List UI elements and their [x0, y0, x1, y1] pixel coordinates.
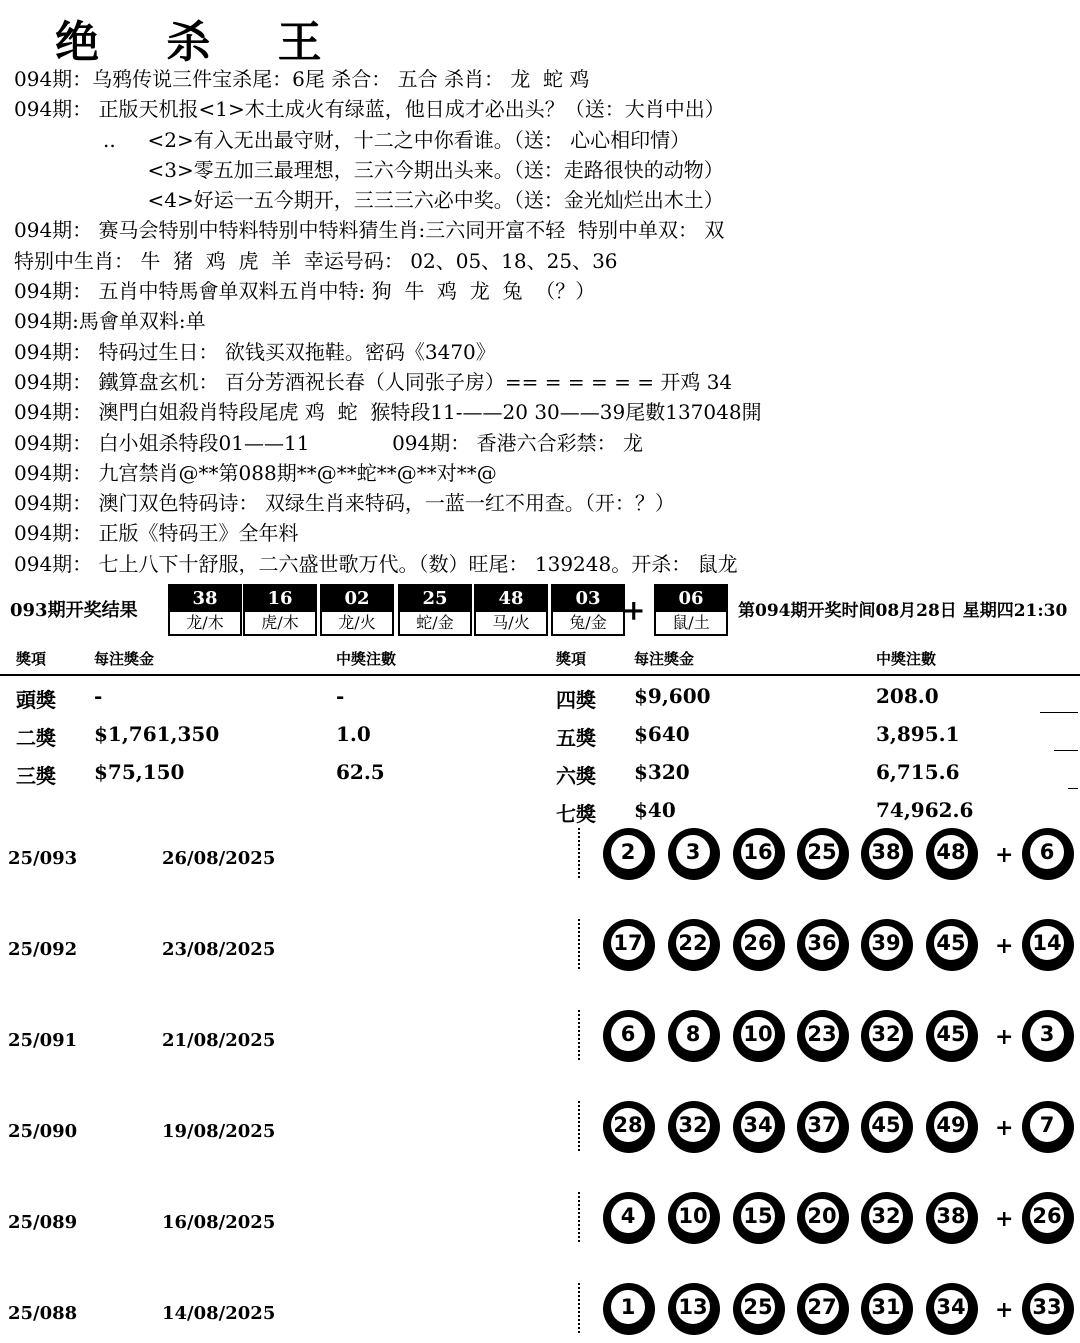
prize-name: 六獎: [556, 764, 596, 788]
ball-number: 13: [674, 1288, 712, 1326]
number-ball: [668, 828, 720, 880]
history-period: 25/091: [8, 1030, 78, 1051]
special-ball-number: 6: [1028, 833, 1066, 871]
draw-label: 093期开奖结果: [10, 600, 138, 621]
col-header: 中獎注數: [876, 650, 937, 668]
prize-name: 七獎: [556, 802, 596, 826]
draw-number: 16: [245, 586, 315, 612]
prize-count: 1.0: [336, 722, 371, 746]
special-ball: [1022, 1101, 1074, 1153]
text-line: 094期： 五肖中特馬會单双料五肖中特: 狗 牛 鸡 龙 兔 （？）: [14, 279, 596, 304]
history-date: 23/08/2025: [162, 939, 276, 960]
special-ball: [1022, 1192, 1074, 1244]
next-draw-info: 第094期开奖时间08月28日 星期四21:30: [738, 601, 1068, 621]
prize-amount: $320: [634, 760, 690, 784]
ball-number: 23: [803, 1015, 841, 1053]
history-date: 26/08/2025: [162, 848, 276, 869]
special-ball: [1022, 828, 1074, 880]
ball-number: 10: [739, 1015, 777, 1053]
ball-number: 38: [867, 833, 905, 871]
divider: [578, 1283, 582, 1333]
number-ball: [603, 1283, 655, 1335]
draw-number-cell: [551, 584, 625, 636]
plus-icon: +: [995, 933, 1014, 959]
ball-number: 15: [739, 1197, 777, 1235]
divider: [578, 1192, 582, 1242]
draw-zodiac: 龙/木: [186, 613, 224, 632]
ball-number: 25: [803, 833, 841, 871]
history-row: [0, 1010, 1080, 1070]
number-ball: [668, 919, 720, 971]
prize-count: 6,715.6: [876, 760, 960, 784]
text-line: 094期： 九宫禁肖@**第088期**@**蛇**@**对**@: [14, 460, 497, 485]
number-ball: [797, 1283, 849, 1335]
ball-number: 6: [609, 1015, 647, 1053]
number-ball: [861, 1192, 913, 1244]
ball-number: 4: [609, 1197, 647, 1235]
number-ball: [668, 1101, 720, 1153]
text-line: 094期： 白小姐杀特段01——11 094期： 香港六合彩禁： 龙: [14, 430, 643, 455]
number-ball: [926, 1283, 978, 1335]
ball-number: 39: [867, 924, 905, 962]
col-header: 獎項: [16, 650, 47, 668]
special-ball: [1022, 1283, 1074, 1335]
ball-number: 8: [674, 1015, 712, 1053]
history-row: [0, 1101, 1080, 1161]
divider: [578, 919, 582, 969]
draw-number-cell: [398, 584, 472, 636]
number-ball: [668, 1283, 720, 1335]
ball-number: 3: [674, 833, 712, 871]
number-ball: [926, 828, 978, 880]
special-number-cell: [654, 584, 728, 636]
ball-number: 22: [674, 924, 712, 962]
ball-number: 34: [932, 1288, 970, 1326]
prize-count: 74,962.6: [876, 798, 974, 822]
col-header: 獎項: [556, 650, 587, 668]
history-period: 25/090: [8, 1121, 78, 1142]
prize-count: -: [336, 684, 345, 708]
number-ball: [797, 828, 849, 880]
number-ball: [797, 1101, 849, 1153]
divider: [578, 1101, 582, 1151]
number-ball: [733, 1010, 785, 1062]
text-line: 094期： 正版《特码王》全年料: [14, 521, 299, 546]
draw-results-row: [0, 582, 1080, 638]
special-number: 06: [656, 586, 726, 612]
divider: [1054, 750, 1078, 751]
text-line: 094期:馬會单双料:单: [14, 309, 206, 334]
draw-number: 48: [476, 586, 546, 612]
number-ball: [926, 1101, 978, 1153]
number-ball: [926, 919, 978, 971]
text-line: 094期： 澳門白姐殺肖特段尾虎 鸡 蛇 猴特段11-——20 30——39尾數137048開: [14, 400, 762, 425]
prize-amount: $40: [634, 798, 676, 822]
divider: [578, 828, 582, 878]
prize-amount: $1,761,350: [94, 722, 220, 746]
number-ball: [733, 919, 785, 971]
draw-zodiac: 蛇/金: [416, 613, 454, 632]
number-ball: [797, 919, 849, 971]
plus-icon: +: [995, 1115, 1014, 1141]
text-line: <3>零五加三最理想，三六今期出头来。（送：走路很快的动物）: [14, 157, 724, 182]
ball-number: 36: [803, 924, 841, 962]
ball-number: 32: [674, 1106, 712, 1144]
divider: [1040, 712, 1078, 713]
number-ball: [603, 1192, 655, 1244]
ball-number: 16: [739, 833, 777, 871]
text-line: <4>好运一五今期开，三三三六必中奖。（送：金光灿烂出木土）: [14, 188, 724, 213]
draw-number: 25: [400, 586, 470, 612]
plus-icon: +: [995, 842, 1014, 868]
number-ball: [733, 828, 785, 880]
text-line: 特别中生肖： 牛 猪 鸡 虎 羊 幸运号码： 02、05、18、25、36: [14, 248, 618, 273]
prize-count: 62.5: [336, 760, 385, 784]
col-header: 每注獎金: [94, 650, 155, 668]
prize-row: [0, 716, 1080, 754]
text-line: 094期： 赛马会特别中特料特别中特料猜生肖:三六同开富不轻 特别中单双： 双: [14, 218, 725, 243]
text-line: .. <2>有入无出最守财，十二之中你看谁。（送： 心心相印情）: [14, 127, 691, 152]
special-ball-number: 3: [1028, 1015, 1066, 1053]
draw-number: 02: [322, 586, 392, 612]
number-ball: [733, 1192, 785, 1244]
ball-number: 32: [867, 1197, 905, 1235]
text-line: 094期：乌鸦传说三件宝杀尾：6尾 杀合： 五合 杀肖： 龙 蛇 鸡: [14, 67, 590, 91]
number-ball: [733, 1283, 785, 1335]
text-line: 094期： 澳门双色特码诗： 双绿生肖来特码，一蓝一红不用查。（开：？）: [14, 491, 675, 516]
number-ball: [668, 1192, 720, 1244]
history-date: 19/08/2025: [162, 1121, 276, 1142]
prize-name: 三獎: [16, 764, 56, 788]
text-line: 094期： 鐵算盘玄机： 百分芳酒祝长春（人同张子房）== = = = = = 开鸡 34: [14, 369, 733, 394]
ball-number: 27: [803, 1288, 841, 1326]
prize-amount: -: [94, 684, 103, 708]
draw-number-cell: [168, 584, 242, 636]
prize-amount: $9,600: [634, 684, 711, 708]
divider: [0, 674, 1080, 676]
draw-number: 38: [170, 586, 240, 612]
number-ball: [797, 1010, 849, 1062]
special-ball-number: 14: [1028, 924, 1066, 962]
ball-number: 32: [867, 1015, 905, 1053]
history-period: 25/092: [8, 939, 78, 960]
col-header: 中獎注數: [336, 650, 397, 668]
draw-number: 03: [553, 586, 623, 612]
number-ball: [603, 1101, 655, 1153]
prize-amount: $640: [634, 722, 690, 746]
special-ball-number: 26: [1028, 1197, 1066, 1235]
history-period: 25/089: [8, 1212, 78, 1233]
draw-zodiac: 虎/木: [261, 613, 299, 632]
number-ball: [861, 1010, 913, 1062]
prize-table-header: [0, 648, 1080, 672]
special-ball: [1022, 919, 1074, 971]
history-row: [0, 1283, 1080, 1343]
number-ball: [603, 828, 655, 880]
number-ball: [926, 1192, 978, 1244]
plus-icon: +: [995, 1024, 1014, 1050]
prediction-lines: [14, 64, 1074, 579]
prize-row: [0, 792, 1080, 830]
ball-number: 37: [803, 1106, 841, 1144]
prize-count: 208.0: [876, 684, 939, 708]
history-row: [0, 828, 1080, 888]
ball-number: 34: [739, 1106, 777, 1144]
special-ball-number: 33: [1028, 1288, 1066, 1326]
ball-number: 49: [932, 1106, 970, 1144]
history-row: [0, 919, 1080, 979]
page-title: 绝 杀 王: [55, 17, 348, 68]
prize-row: [0, 678, 1080, 716]
prize-row: [0, 754, 1080, 792]
ball-number: 38: [932, 1197, 970, 1235]
history-date: 14/08/2025: [162, 1303, 276, 1324]
history-date: 21/08/2025: [162, 1030, 276, 1051]
draw-number-cell: [243, 584, 317, 636]
prize-name: 二獎: [16, 726, 56, 750]
special-ball-number: 7: [1028, 1106, 1066, 1144]
number-ball: [603, 1010, 655, 1062]
ball-number: 28: [609, 1106, 647, 1144]
ball-number: 2: [609, 833, 647, 871]
draw-number-cell: [474, 584, 548, 636]
plus-icon: +: [995, 1206, 1014, 1232]
number-ball: [926, 1010, 978, 1062]
text-line: 094期： 正版天机报<1>木土成火有绿蓝，他日成才必出头？（送：大肖中出）: [14, 97, 725, 122]
draw-zodiac: 龙/火: [338, 613, 376, 632]
prize-name: 頭獎: [16, 688, 56, 712]
ball-number: 20: [803, 1197, 841, 1235]
number-ball: [861, 1283, 913, 1335]
text-line: 094期： 七上八下十舒服，二六盛世歌万代。（数）旺尾： 139248。开杀： 鼠龙: [14, 551, 738, 576]
number-ball: [733, 1101, 785, 1153]
history-period: 25/093: [8, 848, 78, 869]
ball-number: 48: [932, 833, 970, 871]
prize-name: 五獎: [556, 726, 596, 750]
special-ball: [1022, 1010, 1074, 1062]
number-ball: [861, 828, 913, 880]
prize-amount: $75,150: [94, 760, 185, 784]
ball-number: 31: [867, 1288, 905, 1326]
number-ball: [603, 919, 655, 971]
divider: [578, 1010, 582, 1060]
history-period: 25/088: [8, 1303, 78, 1324]
ball-number: 1: [609, 1288, 647, 1326]
draw-number-cell: [320, 584, 394, 636]
plus-icon: +: [995, 1297, 1014, 1323]
history-date: 16/08/2025: [162, 1212, 276, 1233]
ball-number: 45: [932, 924, 970, 962]
ball-number: 45: [932, 1015, 970, 1053]
draw-zodiac: 兔/金: [569, 613, 607, 632]
plus-icon: +: [622, 594, 646, 627]
ball-number: 17: [609, 924, 647, 962]
number-ball: [861, 919, 913, 971]
number-ball: [668, 1010, 720, 1062]
text-line: 094期： 特码过生日： 欲钱买双拖鞋。密码《3470》: [14, 339, 496, 364]
col-header: 每注獎金: [634, 650, 695, 668]
ball-number: 45: [867, 1106, 905, 1144]
ball-number: 10: [674, 1197, 712, 1235]
special-zodiac: 鼠/土: [672, 613, 710, 632]
ball-number: 26: [739, 924, 777, 962]
number-ball: [797, 1192, 849, 1244]
prize-count: 3,895.1: [876, 722, 960, 746]
prize-name: 四獎: [556, 688, 596, 712]
history-row: [0, 1192, 1080, 1252]
draw-zodiac: 马/火: [492, 613, 530, 632]
divider: [1068, 788, 1078, 789]
ball-number: 25: [739, 1288, 777, 1326]
number-ball: [861, 1101, 913, 1153]
